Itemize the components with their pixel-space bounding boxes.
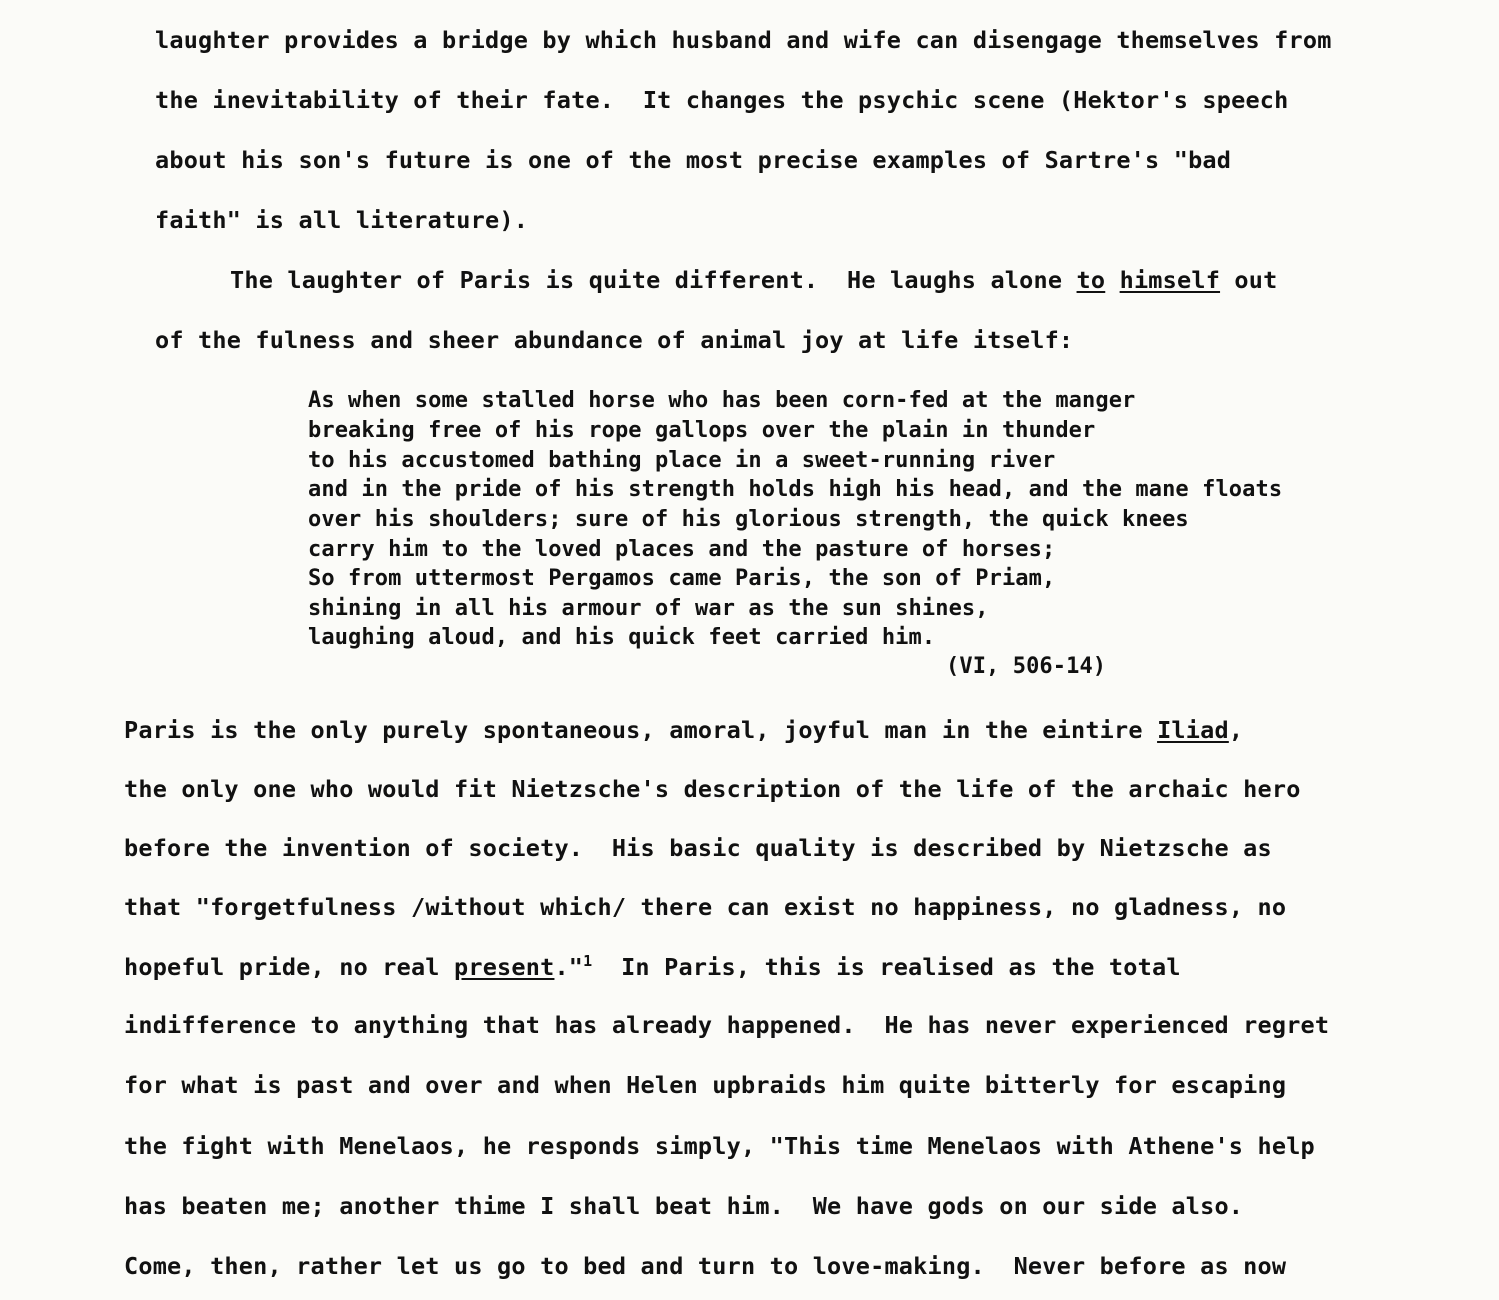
quote-line-8: shining in all his armour of war as the sun shines, <box>308 596 989 621</box>
quote-line-4: and in the pride of his strength holds high his head, and the mane floats <box>308 477 1283 502</box>
paragraph-2-line-2: of the fulness and sheer abundance of animal joy at life itself: <box>155 326 1074 354</box>
paragraph-2-text-end: out <box>1220 266 1278 294</box>
paragraph-3-line-2: the only one who would fit Nietzsche's description of the life of the archaic hero <box>124 775 1301 803</box>
paragraph-3-line-4 <box>124 893 1286 921</box>
footnote-marker: 1 <box>583 952 593 970</box>
paragraph-3-line-5 <box>124 952 1181 981</box>
quote-line-2: breaking free of his rope gallops over the plain in thunder <box>308 418 1096 443</box>
comma: , <box>1228 716 1244 744</box>
underlined-himself: himself <box>1119 266 1221 294</box>
paragraph-3-text: that "forgetfulness <box>124 893 411 921</box>
quote-line-3: to his accustomed bathing place in a sweet-running river <box>308 448 1056 473</box>
quote-line-1: As when some stalled horse who has been corn-fed at the manger <box>308 388 1136 413</box>
paragraph-3-line-10: Come, then, rather let us go to bed and turn to love-making. Never before as now <box>124 1252 1287 1280</box>
paragraph-3-line-6: indifference to anything that has already happened. He has never experienced regret <box>124 1011 1330 1039</box>
paragraph-3-line-9: has beaten me; another thime I shall beat him. We have gods on our side also. <box>124 1192 1244 1220</box>
iliad-title: Iliad <box>1157 716 1229 744</box>
quote-citation: (VI, 506-14) <box>946 654 1107 679</box>
paragraph-1-line-2: the inevitability of their fate. It changes the psychic scene (Hektor's speech <box>155 86 1289 114</box>
bracketed-insertion: /without which/ <box>410 893 627 921</box>
paragraph-3-line-1 <box>124 716 1243 744</box>
paragraph-3-line-7: for what is past and over and when Helen upbraids him quite bitterly for escaping <box>124 1071 1287 1099</box>
paragraph-2-line-1 <box>230 266 1277 294</box>
quote-line-7: So from uttermost Pergamos came Paris, the son of Priam, <box>308 566 1056 591</box>
paragraph-3-text: Paris is the only purely spontaneous, amoral, joyful man in the eintire <box>124 716 1158 744</box>
paragraph-1-line-3: about his son's future is one of the most precise examples of Sartre's "bad <box>155 146 1232 174</box>
quote-line-5: over his shoulders; sure of his glorious strength, the quick knees <box>308 507 1189 532</box>
paragraph-2-text: The laughter of Paris is quite different. He laughs alone <box>230 266 1077 294</box>
paragraph-1-line-4: faith" is all literature). <box>155 206 529 234</box>
underlined-present: present <box>454 952 555 981</box>
paragraph-3-text-end: there can exist no happiness, no gladness, no <box>626 893 1287 921</box>
space <box>1105 266 1119 294</box>
paragraph-1-line-1: laughter provides a bridge by which husband and wife can disengage themselves from <box>155 26 1332 54</box>
paragraph-3-text-end: In Paris, this is realised as the total <box>592 952 1181 981</box>
quote-line-9: laughing aloud, and his quick feet carried him. <box>308 625 936 650</box>
paragraph-3-line-3: before the invention of society. His basic quality is described by Nietzsche as <box>124 834 1272 862</box>
paragraph-3-line-8: the fight with Menelaos, he responds simply, "This time Menelaos with Athene's help <box>124 1132 1315 1160</box>
closing-quote: ." <box>554 952 584 981</box>
underlined-to: to <box>1076 266 1106 294</box>
quote-line-6: carry him to the loved places and the pasture of horses; <box>308 537 1056 562</box>
paragraph-3-text: hopeful pride, no real <box>124 952 455 981</box>
